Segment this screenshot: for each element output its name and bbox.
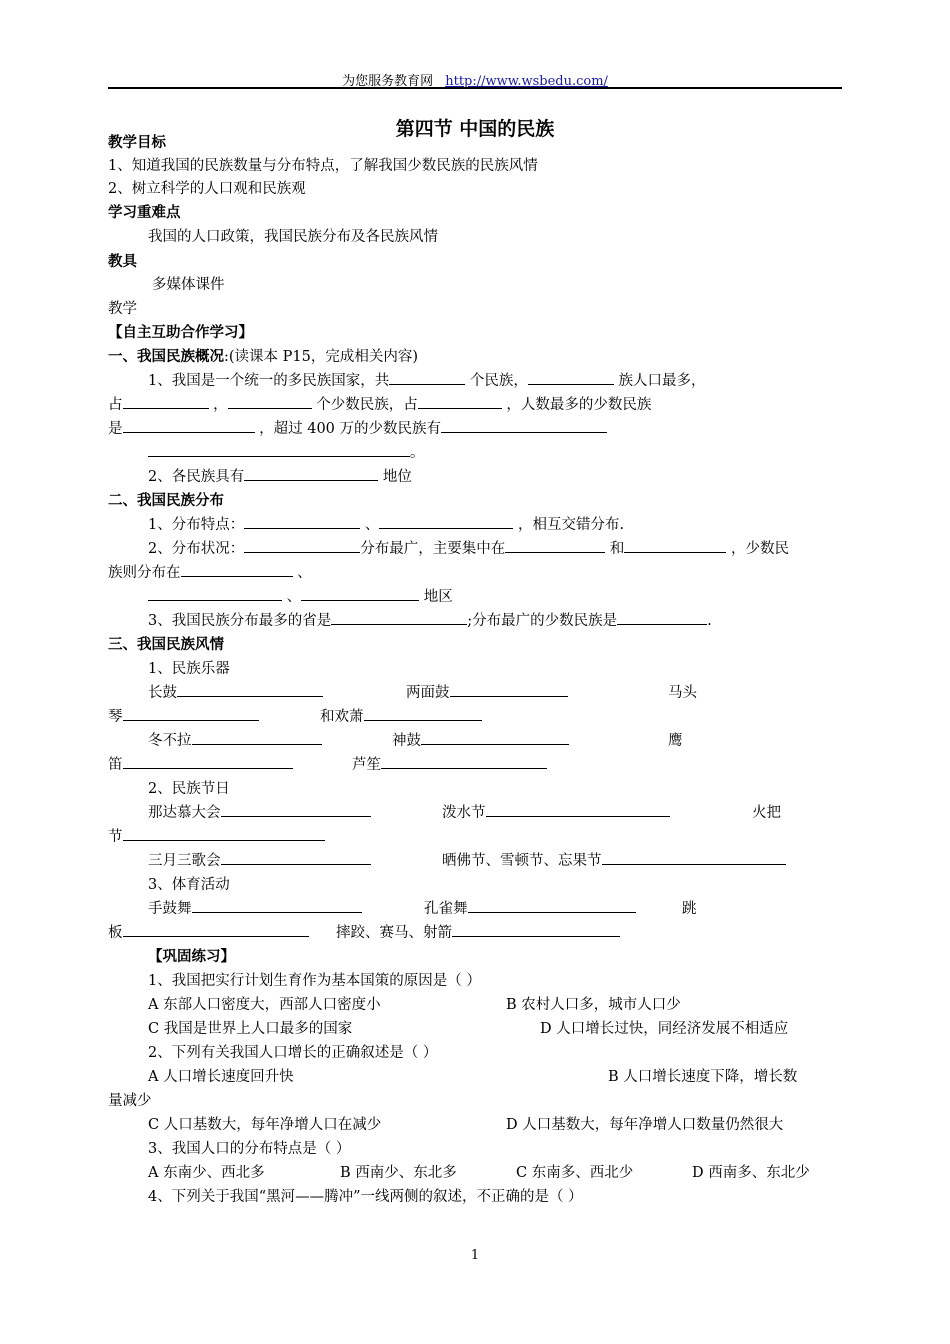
text-line — [148, 730, 322, 752]
text-run: A 东南少、西北多 — [148, 1165, 265, 1181]
text-run: 、 — [282, 589, 302, 605]
text-run: 1、我国把实行计划生育作为基本国策的原因是（ ） — [148, 973, 481, 989]
text-run: 2、各民族具有 — [148, 469, 245, 485]
answer-blank[interactable] — [441, 418, 607, 433]
answer-blank[interactable] — [617, 610, 707, 625]
text-run: ，相互交错分布. — [513, 517, 625, 533]
text-line — [608, 1066, 797, 1088]
text-run: ，少数民 — [726, 541, 789, 557]
section-heading — [108, 634, 224, 656]
answer-blank[interactable] — [301, 586, 419, 601]
text-line — [148, 994, 381, 1016]
text-run: 孔雀舞 — [424, 901, 468, 917]
answer-blank[interactable] — [148, 442, 410, 457]
section-heading — [108, 251, 137, 273]
text-line — [108, 1090, 152, 1112]
text-run: 3、我国民族分布最多的省是 — [148, 613, 332, 629]
text-run: 笛 — [108, 757, 123, 773]
text-line — [692, 1162, 810, 1184]
text-run: 教学 — [108, 301, 137, 317]
page-number: 1 — [470, 1248, 480, 1263]
answer-blank[interactable] — [468, 898, 636, 913]
answer-blank[interactable] — [123, 418, 255, 433]
text-line — [148, 514, 624, 536]
text-run: D 人口基数大，每年净增人口数量仍然很大 — [506, 1117, 784, 1133]
text-run: ， — [208, 397, 228, 413]
text-line — [442, 850, 786, 872]
text-line — [152, 274, 225, 296]
text-line — [148, 682, 323, 704]
text-line — [108, 394, 651, 416]
text-line — [108, 562, 312, 584]
text-line — [148, 610, 712, 632]
text-run: 板 — [108, 925, 123, 941]
text-run: C 东南多、西北少 — [516, 1165, 634, 1181]
answer-blank[interactable] — [123, 826, 325, 841]
text-line — [148, 1066, 294, 1088]
text-run: 学习重难点 — [108, 205, 181, 221]
answer-blank[interactable] — [450, 682, 568, 697]
text-line — [108, 155, 538, 177]
answer-blank[interactable] — [123, 394, 209, 409]
text-line — [108, 346, 418, 368]
text-run: 分布最广，主要集中在 — [360, 541, 506, 557]
text-run: B 农村人口多，城市人口少 — [506, 997, 681, 1013]
text-run: 2、民族节日 — [148, 781, 230, 797]
answer-blank[interactable] — [192, 730, 322, 745]
answer-blank[interactable] — [602, 850, 786, 865]
text-run: 一、我国民族概况 — [108, 349, 224, 365]
text-run: 晒佛节、雪顿节、忘果节 — [442, 853, 602, 869]
text-line — [108, 298, 137, 320]
answer-blank[interactable] — [221, 850, 371, 865]
answer-blank[interactable] — [228, 394, 312, 409]
text-run: 跳 — [682, 901, 697, 917]
text-run: 2、分布状况： — [148, 541, 245, 557]
answer-blank[interactable] — [181, 562, 293, 577]
text-run: ，人数最多的少数民族 — [501, 397, 652, 413]
text-line — [148, 778, 230, 800]
text-run: 教具 — [108, 254, 137, 270]
text-line — [148, 226, 438, 248]
text-line — [424, 898, 636, 920]
answer-blank[interactable] — [418, 394, 502, 409]
text-run: A 东部人口密度大，西部人口密度小 — [148, 997, 381, 1013]
answer-blank[interactable] — [505, 538, 605, 553]
text-line — [442, 802, 670, 824]
text-line — [406, 682, 568, 704]
header-url-link[interactable]: http://www.wsbedu.com/ — [445, 74, 608, 89]
text-line — [148, 538, 789, 560]
text-line — [148, 586, 453, 608]
answer-blank[interactable] — [421, 730, 569, 745]
text-run: 三、我国民族风情 — [108, 637, 224, 653]
answer-blank[interactable] — [624, 538, 726, 553]
text-run: B 人口增长速度下降，增长数 — [608, 1069, 798, 1085]
answer-blank[interactable] — [528, 370, 614, 385]
answer-blank[interactable] — [123, 706, 259, 721]
text-run: C 人口基数大，每年净增人口在减少 — [148, 1117, 382, 1133]
text-line — [340, 1162, 457, 1184]
section-heading — [108, 490, 224, 512]
text-run: 摔跤、赛马、射箭 — [336, 925, 452, 941]
text-run: 两面鼓 — [406, 685, 450, 701]
text-line — [148, 442, 425, 464]
text-run: 和 — [605, 541, 625, 557]
text-run: A 人口增长速度回升快 — [148, 1069, 294, 1085]
text-line — [540, 1018, 788, 1040]
answer-blank[interactable] — [486, 802, 670, 817]
answer-blank[interactable] — [244, 538, 360, 553]
text-run: 2、下列有关我国人口增长的正确叙述是（ ） — [148, 1045, 438, 1061]
text-run: 1、我国是一个统一的多民族国家，共 — [148, 373, 390, 389]
text-line — [148, 370, 705, 392]
answer-blank[interactable] — [452, 922, 620, 937]
text-run: 那达慕大会 — [148, 805, 221, 821]
text-run: 长鼓 — [148, 685, 177, 701]
text-run: B 西南少、东北多 — [340, 1165, 457, 1181]
text-line — [148, 802, 371, 824]
answer-blank[interactable] — [123, 922, 309, 937]
text-run: 【自主互助合作学习】 — [108, 325, 253, 341]
text-run: 芦笙 — [352, 757, 381, 773]
text-line — [392, 730, 569, 752]
text-line — [516, 1162, 633, 1184]
text-run: 4、下列关于我国“黑河——腾冲”一线两侧的叙述，不正确的是（ ） — [148, 1189, 583, 1205]
text-run: 、 — [292, 565, 312, 581]
text-run: 1、民族乐器 — [148, 661, 230, 677]
text-line — [108, 754, 293, 776]
text-line — [108, 418, 607, 440]
text-run: 2、树立科学的人口观和民族观 — [108, 181, 306, 197]
text-line — [320, 706, 482, 728]
text-line — [108, 706, 259, 728]
document-title: 第四节 中国的民族 — [395, 118, 555, 140]
text-run: D 西南多、东北少 — [692, 1165, 810, 1181]
text-line — [752, 802, 781, 824]
answer-blank[interactable] — [123, 754, 293, 769]
text-run: 个少数民族，占 — [311, 397, 418, 413]
text-run: 1、知道我国的民族数量与分布特点，了解我国少数民族的民族风情 — [108, 158, 538, 174]
text-line — [148, 874, 230, 896]
text-run: ，超过 400 万的少数民族有 — [254, 421, 442, 437]
text-run: 族人口最多， — [613, 373, 706, 389]
text-line — [148, 1018, 352, 1040]
text-run: 手鼓舞 — [148, 901, 192, 917]
header-site-name: 为您服务教育网 — [342, 74, 434, 89]
text-run: 1、分布特点： — [148, 517, 245, 533]
text-line — [148, 1114, 381, 1136]
text-line — [148, 466, 412, 488]
text-run: 量减少 — [108, 1093, 152, 1109]
text-run: 二、我国民族分布 — [108, 493, 224, 509]
header-rule — [108, 87, 842, 89]
text-line — [108, 178, 306, 200]
section-heading — [108, 202, 181, 224]
answer-blank[interactable] — [381, 754, 547, 769]
text-run: D 人口增长过快，同经济发展不相适应 — [540, 1021, 789, 1037]
section-heading — [108, 132, 166, 154]
text-line — [148, 898, 362, 920]
text-line — [336, 922, 620, 944]
text-run: 是 — [108, 421, 123, 437]
text-line — [148, 1138, 350, 1160]
text-line — [506, 994, 681, 1016]
text-run: 族则分布在 — [108, 565, 181, 581]
answer-blank[interactable] — [192, 898, 362, 913]
text-run: 我国的人口政策，我国民族分布及各民族风情 — [148, 229, 438, 245]
section-heading — [148, 946, 235, 968]
text-run: 火把 — [752, 805, 781, 821]
text-line — [108, 826, 325, 848]
text-line — [148, 1042, 437, 1064]
text-line — [682, 898, 697, 920]
text-run: 泼水节 — [442, 805, 486, 821]
text-run: 【巩固练习】 — [148, 949, 235, 965]
answer-blank[interactable] — [244, 514, 360, 529]
text-run: 马头 — [668, 685, 697, 701]
text-run: 地位 — [378, 469, 412, 485]
answer-blank[interactable] — [331, 610, 467, 625]
text-line — [148, 658, 230, 680]
answer-blank[interactable] — [221, 802, 371, 817]
text-run: 。 — [410, 445, 425, 461]
answer-blank[interactable] — [389, 370, 465, 385]
text-line — [108, 922, 309, 944]
text-line — [148, 970, 481, 992]
text-run: 占 — [108, 397, 123, 413]
text-run: 个民族， — [465, 373, 528, 389]
answer-blank[interactable] — [148, 586, 282, 601]
text-run: C 我国是世界上人口最多的国家 — [148, 1021, 353, 1037]
answer-blank[interactable] — [244, 466, 378, 481]
text-line — [668, 730, 683, 752]
text-line — [668, 682, 697, 704]
text-run: 节 — [108, 829, 123, 845]
text-run: :(读课本 P15，完成相关内容) — [224, 349, 419, 365]
answer-blank[interactable] — [379, 514, 513, 529]
text-run: 神鼓 — [392, 733, 421, 749]
text-run: 三月三歌会 — [148, 853, 221, 869]
text-run: ;分布最广的少数民族是 — [467, 613, 618, 629]
answer-blank[interactable] — [177, 682, 323, 697]
text-run: . — [707, 613, 712, 629]
text-run: 教学目标 — [108, 135, 166, 151]
text-run: 多媒体课件 — [152, 277, 225, 293]
answer-blank[interactable] — [364, 706, 482, 721]
text-run: 鹰 — [668, 733, 683, 749]
text-line — [352, 754, 547, 776]
text-run: 冬不拉 — [148, 733, 192, 749]
text-line — [506, 1114, 783, 1136]
text-run: 和欢萧 — [320, 709, 364, 725]
section-heading — [108, 322, 253, 344]
text-run: 3、体育活动 — [148, 877, 230, 893]
text-line — [148, 1186, 583, 1208]
text-run: 、 — [360, 517, 380, 533]
text-line — [148, 850, 371, 872]
text-line — [148, 1162, 265, 1184]
text-run: 琴 — [108, 709, 123, 725]
text-run: 3、我国人口的分布特点是（ ） — [148, 1141, 351, 1157]
text-run: 地区 — [419, 589, 453, 605]
